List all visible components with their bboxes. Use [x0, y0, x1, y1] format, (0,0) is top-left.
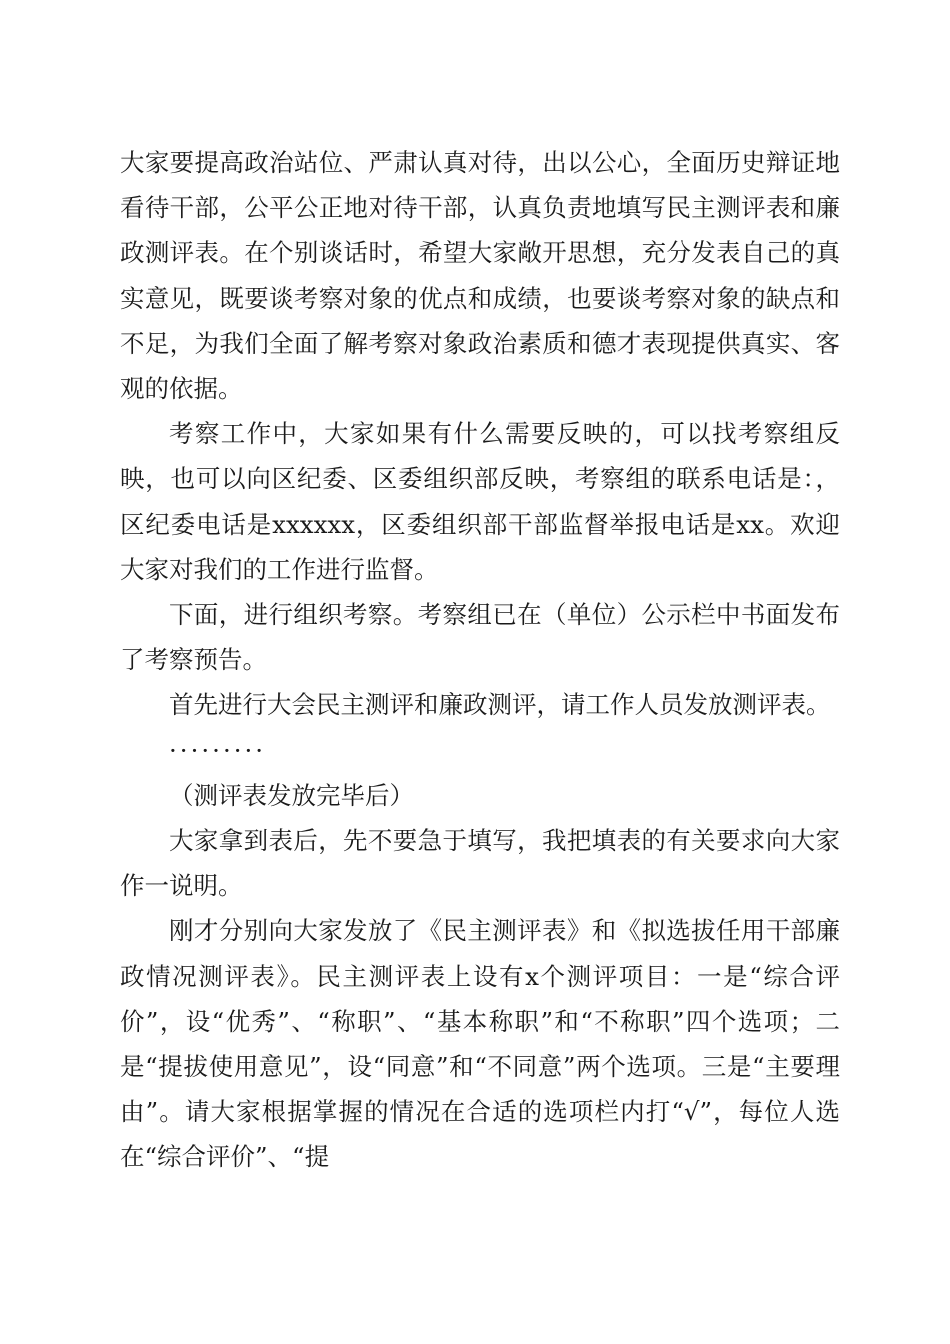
paragraph-4: 首先进行大会民主测评和廉政测评，请工作人员发放测评表。 — [169, 690, 831, 720]
paragraph-7: 大家拿到表后，先不要急于填写，我把填表的有关要求向大家作一说明。 — [120, 826, 840, 901]
paragraph-6: （测评表发放完毕后） — [169, 780, 414, 810]
paragraph-2: 考察工作中，大家如果有什么需要反映的，可以找考察组反映，也可以向区纪委、区委组织部反映，考察组的联系电话是：，区纪委电话是xxxxxx，区委组织部干部监督举报电话是xx。欢迎大家对我们的工作进行监督。 — [120, 419, 840, 584]
paragraph-3: 下面，进行组织考察。考察组已在（单位）公示栏中书面发布了考察预告。 — [120, 600, 840, 675]
paragraph-5-ellipsis: ········· — [169, 735, 267, 765]
paragraph-1: 大家要提高政治站位、严肃认真对待，出以公心，全面历史辩证地看待干部，公平公正地对待干部，认真负责地填写民主测评表和廉政测评表。在个别谈话时，希望大家敞开思想，充分发表自己的真实意见，既要谈考察对象的优点和成绩，也要谈考察对象的缺点和不足，为我们全面了解考察对象政治素质和德才表现提供真实、客观的依据。 — [120, 148, 840, 404]
paragraph-8: 刚才分别向大家发放了《民主测评表》和《拟选拔任用干部廉政情况测评表》。民主测评表上设有x个测评项目：一是“综合评价”，设“优秀”、“称职”、“基本称职”和“不称职”四个选项；二是“提拔使用意见”，设“同意”和“不同意”两个选项。三是“主要理由”。请大家根据掌握的情况在合适的选项栏内打“√”，每位人选在“综合评价”、“提 — [120, 916, 840, 1172]
document-body — [120, 140, 840, 1180]
